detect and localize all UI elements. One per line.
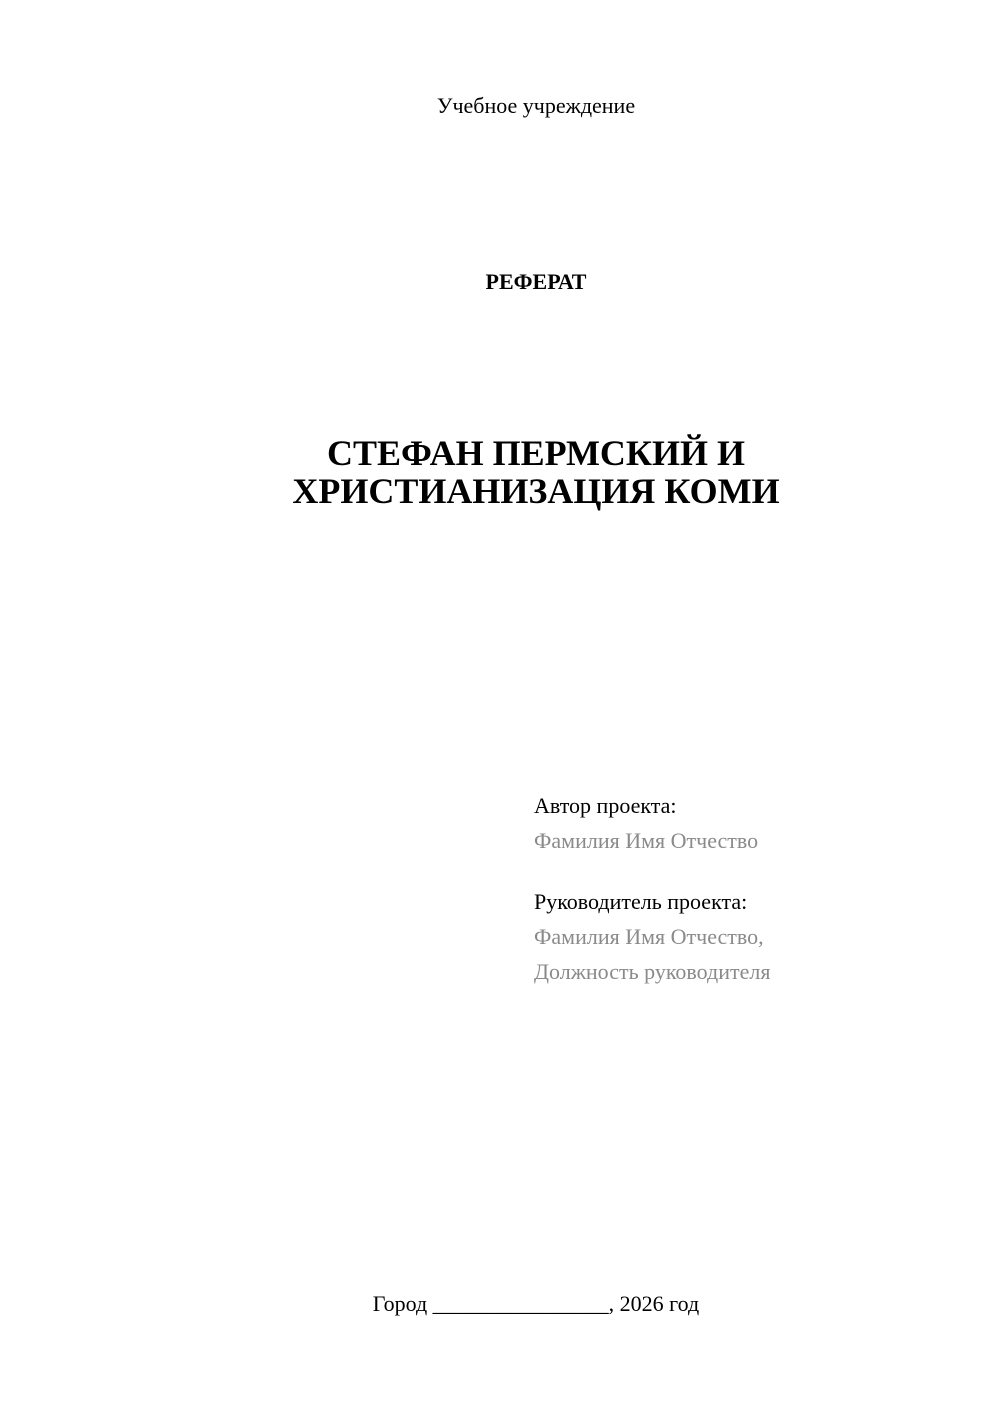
institution-name: Учебное учреждение [436, 93, 636, 118]
supervisor-label: Руководитель проекта: [534, 889, 748, 914]
title-line-1: СТЕФАН ПЕРМСКИЙ И [326, 433, 746, 473]
title-line-2: ХРИСТИАНИЗАЦИЯ КОМИ [292, 471, 780, 511]
author-label: Автор проекта: [534, 793, 677, 818]
credits-block [534, 788, 770, 989]
credits-spacer [534, 858, 770, 884]
city-year-line: Город ________________, 2026 год [372, 1291, 700, 1316]
supervisor-name: Фамилия Имя Отчество, [534, 924, 764, 949]
document-title [0, 434, 1000, 510]
supervisor-position: Должность руководителя [534, 959, 771, 984]
author-name: Фамилия Имя Отчество [534, 828, 759, 853]
document-type: РЕФЕРАТ [485, 269, 587, 294]
